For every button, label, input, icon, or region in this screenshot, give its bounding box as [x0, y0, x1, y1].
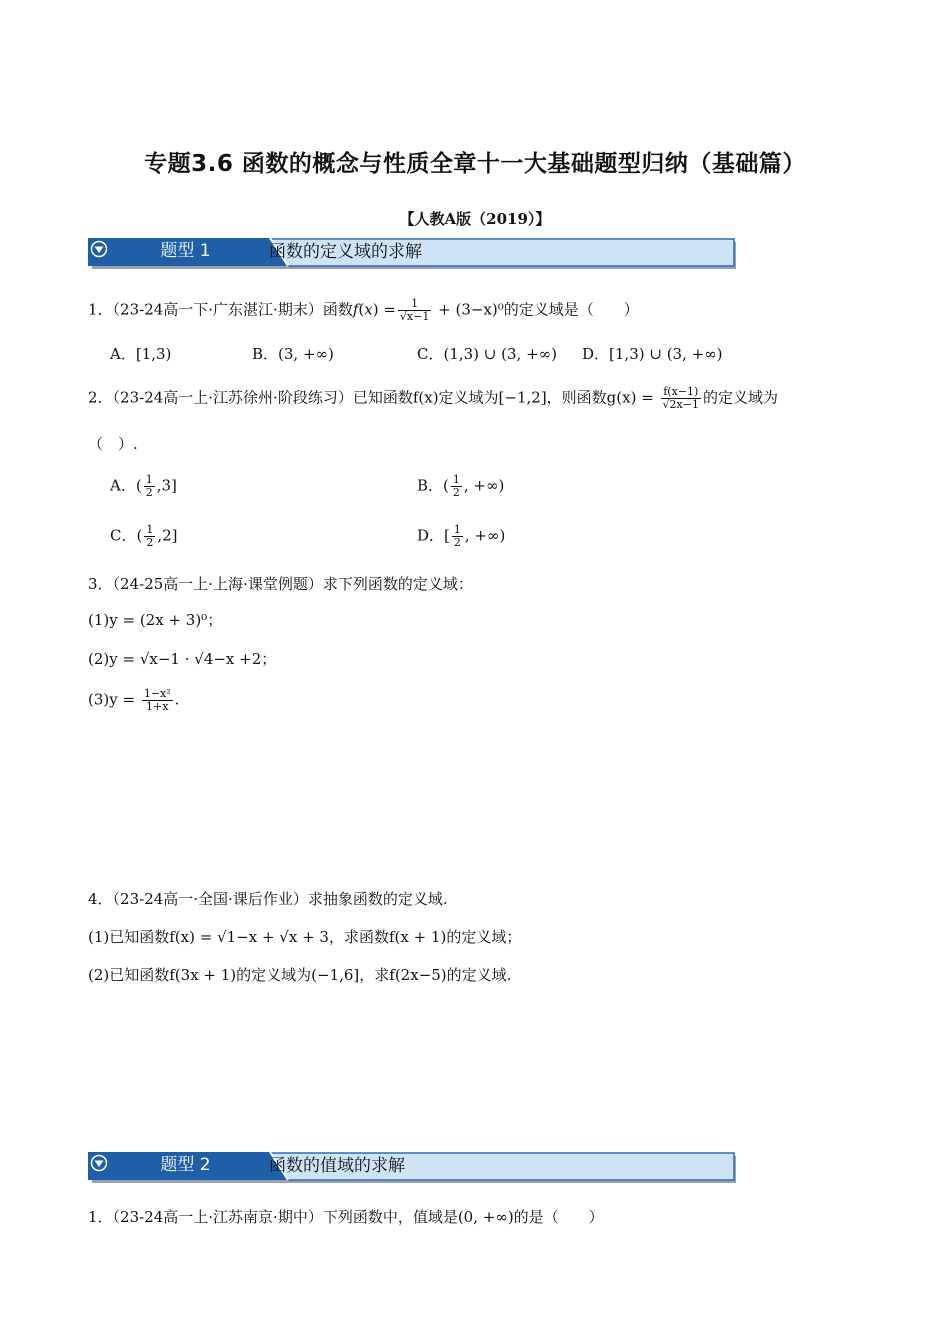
chevron-down-icon[interactable]: [88, 1152, 110, 1174]
question-5: [88, 1206, 604, 1227]
option-c[interactable]: C．( $\frac{1}{2}$ ,2]: [110, 523, 178, 549]
question-4-part-2: (2)已知函数f(3x + 1)的定义域为(−1,6]，求f(2x−5)的定义域.: [88, 966, 512, 984]
option-d[interactable]: D．[ $\frac{1}{2}$ , +∞): [417, 523, 506, 549]
question-text: （23-24高一下·广东湛江·期末）函数: [112, 300, 353, 319]
page-title: 专题3.6 函数的概念与性质全章十一大基础题型归纳（基础篇）: [144, 151, 806, 177]
section-label: 题型 2: [160, 1155, 211, 1175]
question-number: 2．: [88, 388, 113, 407]
question-number: 1．: [88, 1208, 113, 1226]
option-a[interactable]: A．[1,3): [110, 345, 172, 363]
fraction: $\frac{f(x-1)}{√2x-1}$: [662, 385, 699, 411]
option-a[interactable]: A．( $\frac{1}{2}$ ,3]: [110, 473, 177, 499]
edition-label: 【人教A版（2019）】: [399, 210, 551, 228]
question-4: [88, 888, 448, 909]
question-4-part-1: (1)已知函数f(x) = √1−x + √x + 3，求函数f(x + 1)的定义域；: [88, 928, 522, 946]
section-title: 函数的值域的求解: [269, 1156, 405, 1176]
question-text: （23-24高一上·江苏徐州·阶段练习）已知函数f(x)定义域为[−1,2]，则函数g(x) =: [112, 388, 659, 407]
question-number: 4．: [88, 890, 113, 908]
option-d[interactable]: D．[1,3) ∪ (3, +∞): [582, 345, 723, 363]
option-c[interactable]: C．(1,3) ∪ (3, +∞): [417, 345, 557, 363]
question-3: [88, 573, 473, 594]
question-3-part-2: (2)y = √x−1 · √4−x +2；: [88, 650, 277, 668]
question-text-tail: + (3−x)⁰的定义域是（ ）: [433, 300, 639, 319]
question-text: （24-25高一上·上海·课堂例题）求下列函数的定义域：: [112, 575, 473, 593]
question-1: 1．（23-24高一下·广东湛江·期末）函数f(x) = $\frac{1}{√x-1}$ + (3−x)⁰的定义域是（ ）: [88, 297, 639, 323]
option-b[interactable]: B．( $\frac{1}{2}$ , +∞): [417, 473, 505, 499]
question-2-cont: （ ）.: [88, 435, 138, 453]
question-text-tail: 的定义域为: [702, 388, 778, 407]
chevron-down-icon[interactable]: [88, 238, 110, 260]
question-number: 3．: [88, 575, 113, 593]
section-banner-2: [88, 1152, 736, 1184]
question-text: （23-24高一·全国·课后作业）求抽象函数的定义域.: [112, 890, 448, 908]
question-text: （23-24高一上·江苏南京·期中）下列函数中，值域是(0, +∞)的是（ ）: [112, 1208, 604, 1226]
section-label: 题型 1: [160, 241, 211, 261]
question-3-part-3: (3)y = $\frac{\text{1−x²}}{1+x}$ .: [88, 687, 180, 713]
option-b[interactable]: B．(3, +∞): [252, 345, 334, 363]
question-number: 1．: [88, 300, 113, 319]
section-title: 函数的定义域的求解: [269, 242, 422, 262]
question-2: [88, 386, 778, 411]
section-banner-1: [88, 238, 736, 270]
fraction: $\frac{1}{√x-1}$: [399, 297, 430, 323]
question-3-part-1: (1)y = (2x + 3)⁰；: [88, 611, 223, 629]
